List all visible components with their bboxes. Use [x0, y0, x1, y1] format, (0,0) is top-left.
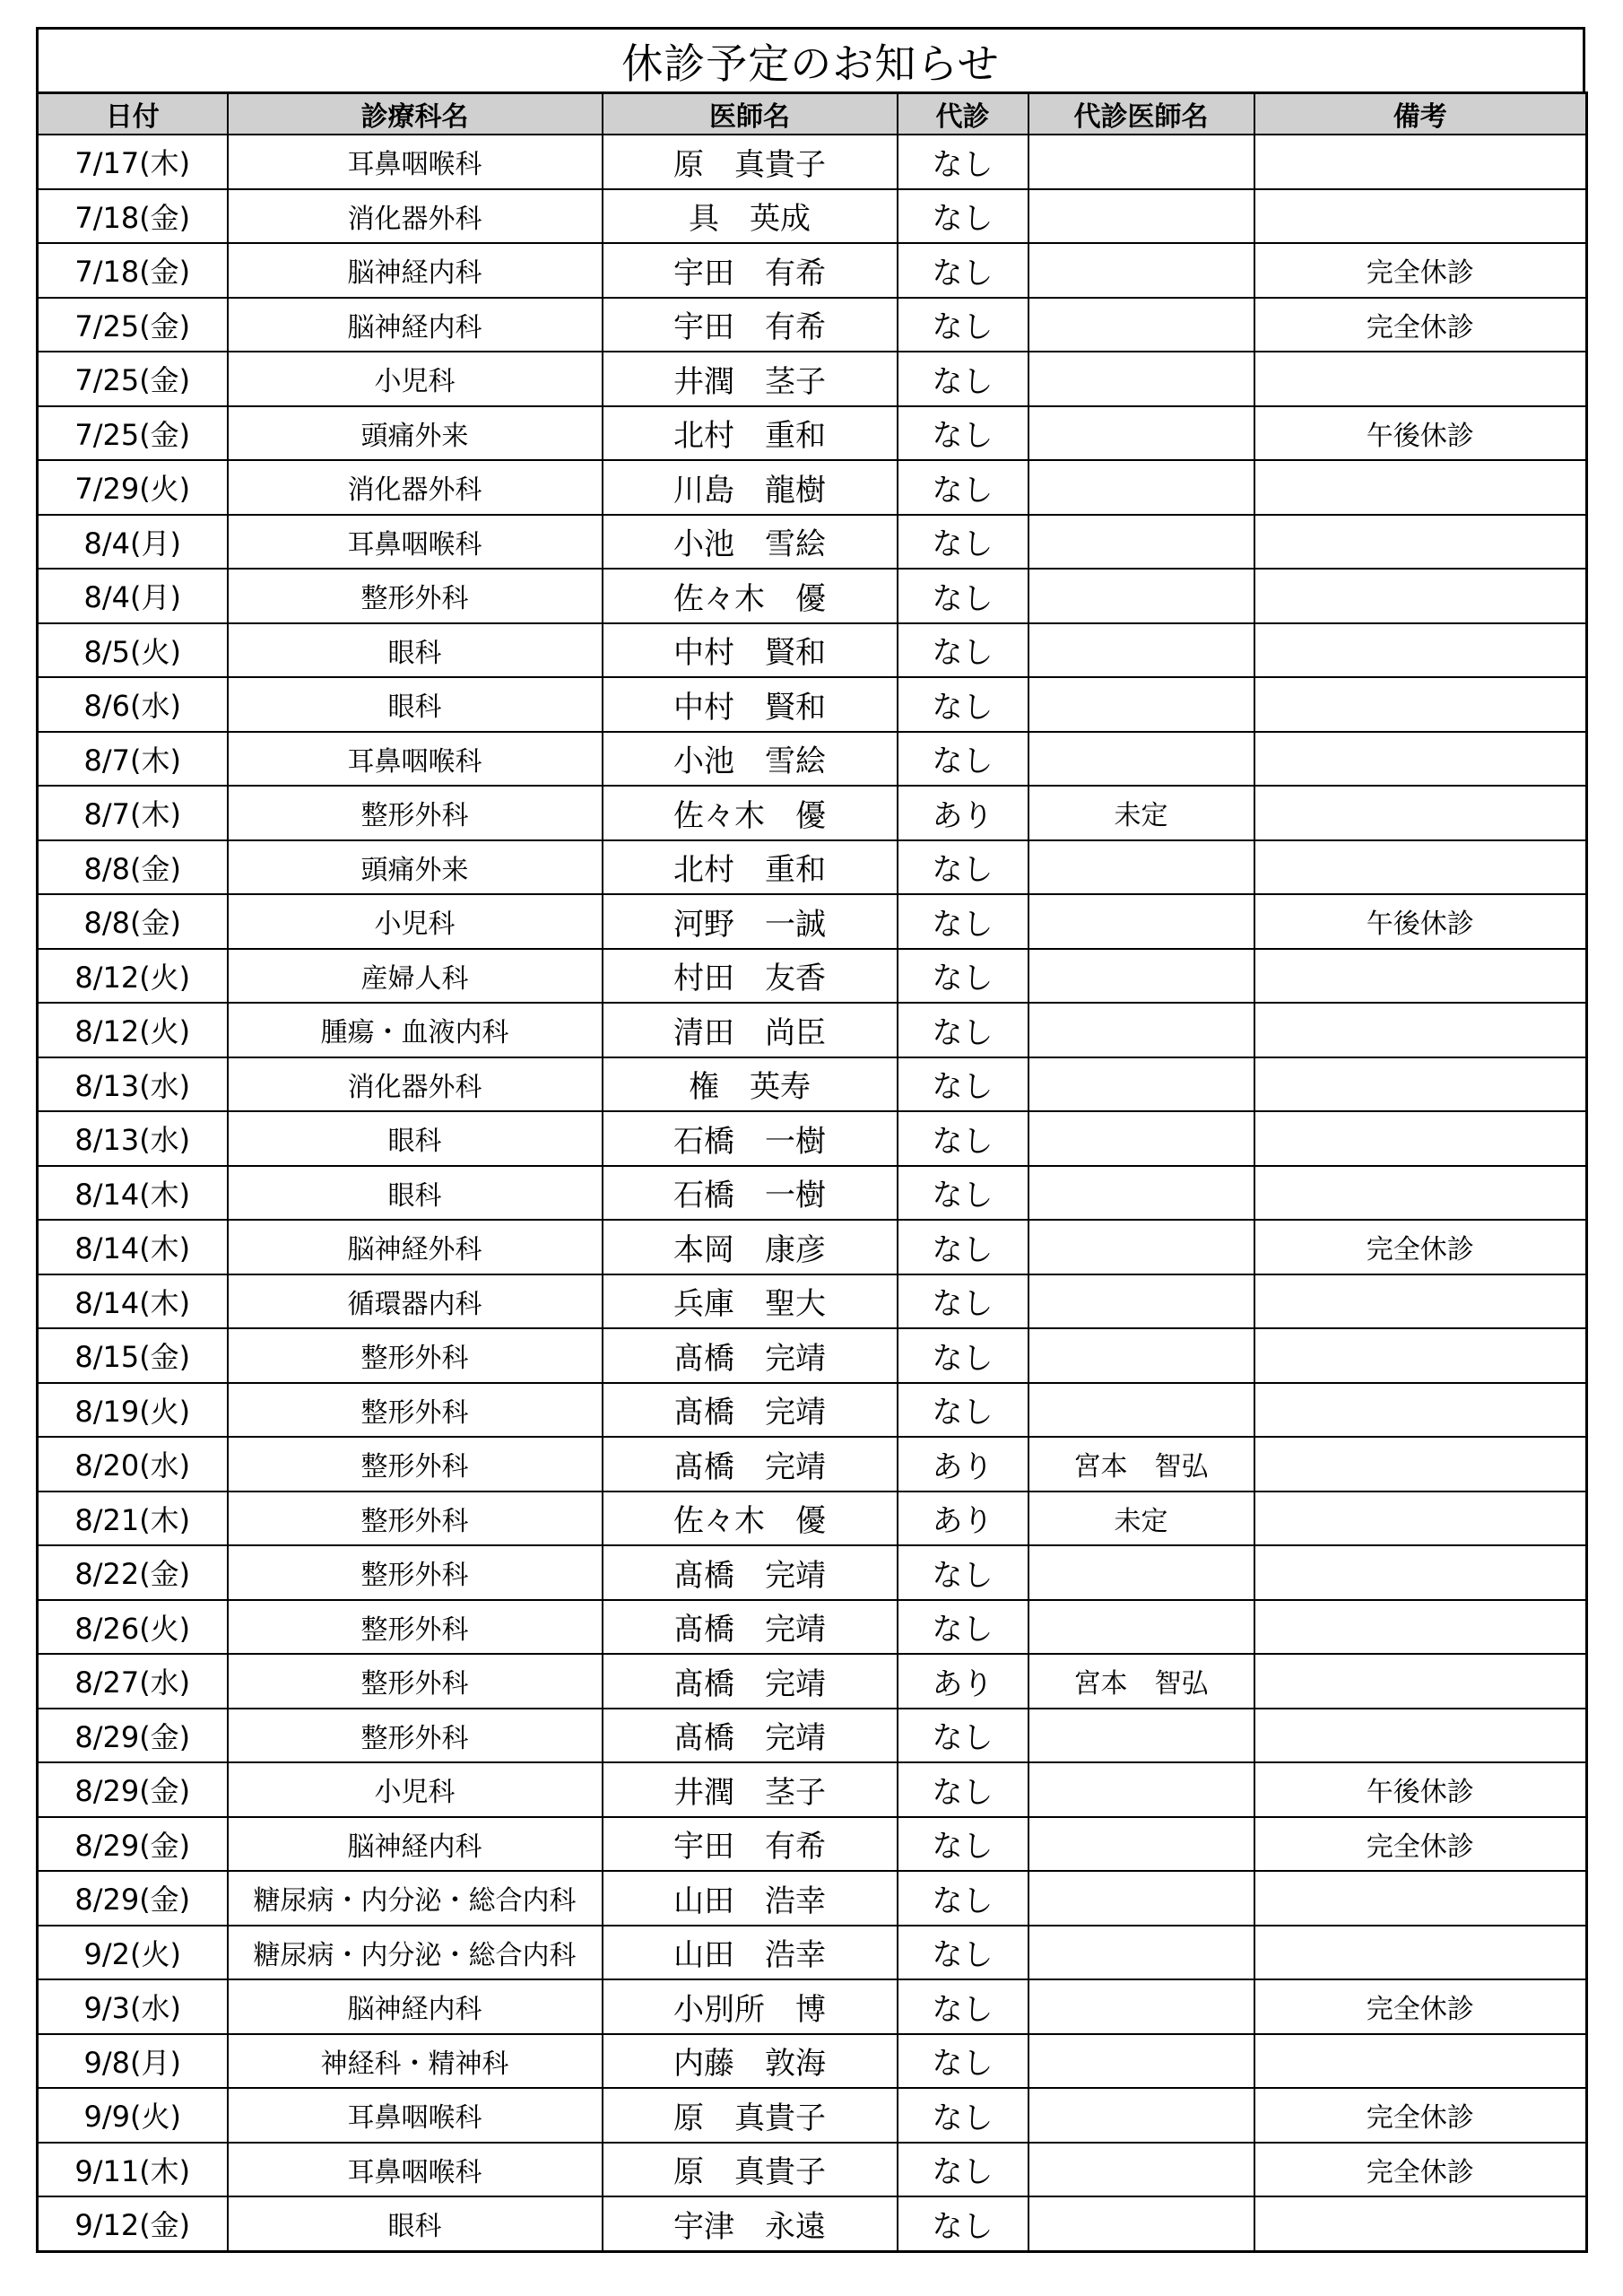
substitute-cell: なし: [898, 352, 1028, 406]
doctor-cell: 山田 浩幸: [603, 1926, 898, 1980]
table-row: [38, 1111, 1587, 1166]
substitute-doctor-cell: [1028, 894, 1254, 949]
substitute-cell: なし: [898, 243, 1028, 298]
remarks-cell: [1254, 623, 1587, 678]
table-row: [38, 243, 1587, 298]
substitute-doctor-cell: [1028, 1057, 1254, 1112]
doctor-cell: 井潤 茎子: [603, 1762, 898, 1817]
date-cell: 8/7(木): [38, 732, 228, 787]
doctor-cell: 宇田 有希: [603, 243, 898, 298]
department-cell: 脳神経内科: [228, 298, 603, 352]
remarks-cell: [1254, 786, 1587, 840]
date-cell: 8/29(金): [38, 1709, 228, 1763]
department-cell: 消化器外科: [228, 189, 603, 244]
table-row: [38, 1600, 1587, 1655]
doctor-cell: 髙橋 完靖: [603, 1654, 898, 1709]
table-row: [38, 623, 1587, 678]
date-cell: 9/11(木): [38, 2143, 228, 2197]
department-cell: 頭痛外来: [228, 406, 603, 461]
substitute-cell: なし: [898, 1600, 1028, 1655]
substitute-doctor-cell: [1028, 732, 1254, 787]
department-cell: 小児科: [228, 894, 603, 949]
substitute-cell: なし: [898, 135, 1028, 189]
substitute-doctor-cell: [1028, 840, 1254, 895]
remarks-cell: [1254, 1709, 1587, 1763]
date-cell: 8/20(水): [38, 1437, 228, 1492]
remarks-cell: [1254, 732, 1587, 787]
department-cell: 脳神経内科: [228, 243, 603, 298]
table-row: [38, 1328, 1587, 1383]
page-title: 休診予定のお知らせ: [36, 27, 1585, 91]
date-cell: 9/3(水): [38, 1979, 228, 2034]
date-cell: 8/12(火): [38, 949, 228, 1004]
date-cell: 9/2(火): [38, 1926, 228, 1980]
date-cell: 8/12(火): [38, 1003, 228, 1057]
header-substitute-doctor: 代診医師名: [1028, 93, 1254, 135]
doctor-cell: 河野 一誠: [603, 894, 898, 949]
remarks-cell: [1254, 1383, 1587, 1438]
substitute-cell: なし: [898, 1003, 1028, 1057]
table-row: [38, 894, 1587, 949]
substitute-doctor-cell: [1028, 135, 1254, 189]
substitute-doctor-cell: [1028, 1871, 1254, 1926]
substitute-doctor-cell: [1028, 1817, 1254, 1872]
remarks-cell: [1254, 840, 1587, 895]
department-cell: 糖尿病・内分泌・総合内科: [228, 1926, 603, 1980]
remarks-cell: [1254, 1654, 1587, 1709]
substitute-doctor-cell: [1028, 1762, 1254, 1817]
doctor-cell: 原 真貴子: [603, 2088, 898, 2143]
doctor-cell: 小池 雪絵: [603, 515, 898, 570]
doctor-cell: 佐々木 優: [603, 1492, 898, 1546]
substitute-cell: なし: [898, 1274, 1028, 1329]
substitute-cell: なし: [898, 1111, 1028, 1166]
remarks-cell: [1254, 1057, 1587, 1112]
table-row: [38, 1654, 1587, 1709]
substitute-cell: あり: [898, 1437, 1028, 1492]
remarks-cell: [1254, 1166, 1587, 1221]
substitute-cell: なし: [898, 2088, 1028, 2143]
doctor-cell: 原 真貴子: [603, 2143, 898, 2197]
date-cell: 8/8(金): [38, 840, 228, 895]
substitute-doctor-cell: [1028, 2143, 1254, 2197]
department-cell: 眼科: [228, 677, 603, 732]
substitute-cell: なし: [898, 1709, 1028, 1763]
substitute-cell: なし: [898, 949, 1028, 1004]
table-row: [38, 1003, 1587, 1057]
remarks-cell: [1254, 949, 1587, 1004]
date-cell: 7/25(金): [38, 406, 228, 461]
substitute-doctor-cell: [1028, 949, 1254, 1004]
date-cell: 8/15(金): [38, 1328, 228, 1383]
date-cell: 8/26(火): [38, 1600, 228, 1655]
doctor-cell: 村田 友香: [603, 949, 898, 1004]
substitute-cell: なし: [898, 1871, 1028, 1926]
table-row: [38, 189, 1587, 244]
doctor-cell: 髙橋 完靖: [603, 1709, 898, 1763]
substitute-doctor-cell: [1028, 352, 1254, 406]
substitute-doctor-cell: [1028, 1328, 1254, 1383]
remarks-cell: [1254, 1926, 1587, 1980]
doctor-cell: 井潤 茎子: [603, 352, 898, 406]
table-row: [38, 732, 1587, 787]
date-cell: 8/6(水): [38, 677, 228, 732]
department-cell: 頭痛外来: [228, 840, 603, 895]
substitute-doctor-cell: 宮本 智弘: [1028, 1437, 1254, 1492]
table-row: [38, 2196, 1587, 2251]
date-cell: 7/25(金): [38, 298, 228, 352]
department-cell: 耳鼻咽喉科: [228, 732, 603, 787]
doctor-cell: 川島 龍樹: [603, 460, 898, 515]
date-cell: 8/7(木): [38, 786, 228, 840]
department-cell: 循環器内科: [228, 1274, 603, 1329]
substitute-doctor-cell: [1028, 460, 1254, 515]
date-cell: 7/29(火): [38, 460, 228, 515]
date-cell: 8/4(月): [38, 569, 228, 623]
date-cell: 9/8(月): [38, 2034, 228, 2089]
department-cell: 整形外科: [228, 1654, 603, 1709]
remarks-cell: 午後休診: [1254, 1762, 1587, 1817]
substitute-doctor-cell: [1028, 1166, 1254, 1221]
doctor-cell: 髙橋 完靖: [603, 1437, 898, 1492]
remarks-cell: [1254, 1545, 1587, 1600]
department-cell: 眼科: [228, 2196, 603, 2251]
table-row: [38, 1220, 1587, 1274]
substitute-doctor-cell: [1028, 2088, 1254, 2143]
remarks-cell: 完全休診: [1254, 2143, 1587, 2197]
department-cell: 整形外科: [228, 1328, 603, 1383]
date-cell: 8/13(水): [38, 1111, 228, 1166]
substitute-doctor-cell: [1028, 569, 1254, 623]
remarks-cell: [1254, 2034, 1587, 2089]
doctor-cell: 北村 重和: [603, 406, 898, 461]
table-row: [38, 1274, 1587, 1329]
substitute-cell: なし: [898, 894, 1028, 949]
department-cell: 整形外科: [228, 569, 603, 623]
substitute-doctor-cell: [1028, 1274, 1254, 1329]
doctor-cell: 中村 賢和: [603, 623, 898, 678]
table-row: [38, 1166, 1587, 1221]
substitute-doctor-cell: [1028, 1600, 1254, 1655]
header-date: 日付: [38, 93, 228, 135]
department-cell: 脳神経内科: [228, 1979, 603, 2034]
closure-notice-sheet: [36, 27, 1585, 2253]
substitute-doctor-cell: [1028, 677, 1254, 732]
substitute-doctor-cell: [1028, 515, 1254, 570]
doctor-cell: 小池 雪絵: [603, 732, 898, 787]
substitute-cell: なし: [898, 1166, 1028, 1221]
department-cell: 整形外科: [228, 786, 603, 840]
doctor-cell: 髙橋 完靖: [603, 1545, 898, 1600]
substitute-cell: なし: [898, 1762, 1028, 1817]
date-cell: 8/29(金): [38, 1762, 228, 1817]
date-cell: 8/14(木): [38, 1220, 228, 1274]
doctor-cell: 小別所 博: [603, 1979, 898, 2034]
department-cell: 耳鼻咽喉科: [228, 2088, 603, 2143]
header-row: [38, 93, 1587, 135]
remarks-cell: [1254, 1437, 1587, 1492]
substitute-doctor-cell: [1028, 1111, 1254, 1166]
table-row: [38, 1437, 1587, 1492]
date-cell: 8/5(火): [38, 623, 228, 678]
table-row: [38, 1383, 1587, 1438]
substitute-cell: なし: [898, 732, 1028, 787]
doctor-cell: 髙橋 完靖: [603, 1328, 898, 1383]
substitute-doctor-cell: [1028, 1003, 1254, 1057]
header-remarks: 備考: [1254, 93, 1587, 135]
doctor-cell: 具 英成: [603, 189, 898, 244]
doctor-cell: 髙橋 完靖: [603, 1600, 898, 1655]
table-row: [38, 2143, 1587, 2197]
department-cell: 整形外科: [228, 1383, 603, 1438]
remarks-cell: [1254, 1871, 1587, 1926]
substitute-doctor-cell: 未定: [1028, 1492, 1254, 1546]
doctor-cell: 石橋 一樹: [603, 1166, 898, 1221]
substitute-cell: なし: [898, 1817, 1028, 1872]
remarks-cell: [1254, 677, 1587, 732]
department-cell: 整形外科: [228, 1545, 603, 1600]
table-row: [38, 2088, 1587, 2143]
substitute-cell: なし: [898, 623, 1028, 678]
date-cell: 8/27(水): [38, 1654, 228, 1709]
substitute-cell: なし: [898, 1220, 1028, 1274]
date-cell: 8/29(金): [38, 1817, 228, 1872]
department-cell: 眼科: [228, 1166, 603, 1221]
department-cell: 耳鼻咽喉科: [228, 2143, 603, 2197]
remarks-cell: [1254, 569, 1587, 623]
department-cell: 耳鼻咽喉科: [228, 515, 603, 570]
substitute-doctor-cell: [1028, 2196, 1254, 2251]
remarks-cell: [1254, 1600, 1587, 1655]
date-cell: 7/25(金): [38, 352, 228, 406]
remarks-cell: [1254, 2196, 1587, 2251]
doctor-cell: 本岡 康彦: [603, 1220, 898, 1274]
substitute-doctor-cell: [1028, 1383, 1254, 1438]
substitute-doctor-cell: [1028, 1545, 1254, 1600]
header-substitute: 代診: [898, 93, 1028, 135]
substitute-doctor-cell: [1028, 189, 1254, 244]
department-cell: 眼科: [228, 1111, 603, 1166]
table-row: [38, 460, 1587, 515]
table-row: [38, 515, 1587, 570]
substitute-doctor-cell: [1028, 243, 1254, 298]
department-cell: 糖尿病・内分泌・総合内科: [228, 1871, 603, 1926]
table-row: [38, 1762, 1587, 1817]
substitute-cell: なし: [898, 2143, 1028, 2197]
remarks-cell: [1254, 1274, 1587, 1329]
date-cell: 7/18(金): [38, 189, 228, 244]
date-cell: 7/18(金): [38, 243, 228, 298]
department-cell: 眼科: [228, 623, 603, 678]
date-cell: 9/9(火): [38, 2088, 228, 2143]
substitute-cell: なし: [898, 569, 1028, 623]
department-cell: 脳神経内科: [228, 1817, 603, 1872]
substitute-doctor-cell: [1028, 298, 1254, 352]
doctor-cell: 山田 浩幸: [603, 1871, 898, 1926]
doctor-cell: 北村 重和: [603, 840, 898, 895]
remarks-cell: 完全休診: [1254, 2088, 1587, 2143]
department-cell: 脳神経外科: [228, 1220, 603, 1274]
substitute-cell: なし: [898, 515, 1028, 570]
remarks-cell: 午後休診: [1254, 406, 1587, 461]
department-cell: 消化器外科: [228, 460, 603, 515]
date-cell: 8/19(火): [38, 1383, 228, 1438]
remarks-cell: 完全休診: [1254, 1979, 1587, 2034]
doctor-cell: 清田 尚臣: [603, 1003, 898, 1057]
substitute-cell: なし: [898, 840, 1028, 895]
remarks-cell: 完全休診: [1254, 298, 1587, 352]
substitute-doctor-cell: 未定: [1028, 786, 1254, 840]
remarks-cell: 午後休診: [1254, 894, 1587, 949]
remarks-cell: [1254, 1492, 1587, 1546]
remarks-cell: [1254, 515, 1587, 570]
date-cell: 8/14(木): [38, 1274, 228, 1329]
substitute-cell: あり: [898, 1654, 1028, 1709]
remarks-cell: [1254, 135, 1587, 189]
date-cell: 9/12(金): [38, 2196, 228, 2251]
substitute-cell: なし: [898, 406, 1028, 461]
date-cell: 8/29(金): [38, 1871, 228, 1926]
department-cell: 神経科・精神科: [228, 2034, 603, 2089]
table-row: [38, 1871, 1587, 1926]
substitute-doctor-cell: [1028, 1220, 1254, 1274]
closure-table: [36, 91, 1588, 2253]
date-cell: 8/8(金): [38, 894, 228, 949]
substitute-cell: なし: [898, 1328, 1028, 1383]
table-row: [38, 298, 1587, 352]
substitute-doctor-cell: [1028, 1926, 1254, 1980]
table-row: [38, 135, 1587, 189]
doctor-cell: 中村 賢和: [603, 677, 898, 732]
substitute-cell: なし: [898, 460, 1028, 515]
department-cell: 耳鼻咽喉科: [228, 135, 603, 189]
department-cell: 整形外科: [228, 1492, 603, 1546]
substitute-cell: なし: [898, 189, 1028, 244]
department-cell: 消化器外科: [228, 1057, 603, 1112]
table-row: [38, 1545, 1587, 1600]
table-row: [38, 840, 1587, 895]
department-cell: 産婦人科: [228, 949, 603, 1004]
remarks-cell: [1254, 1328, 1587, 1383]
doctor-cell: 石橋 一樹: [603, 1111, 898, 1166]
doctor-cell: 宇田 有希: [603, 1817, 898, 1872]
doctor-cell: 権 英寿: [603, 1057, 898, 1112]
department-cell: 整形外科: [228, 1709, 603, 1763]
substitute-cell: なし: [898, 2034, 1028, 2089]
table-row: [38, 949, 1587, 1004]
remarks-cell: 完全休診: [1254, 1817, 1587, 1872]
substitute-cell: なし: [898, 298, 1028, 352]
substitute-doctor-cell: [1028, 1979, 1254, 2034]
remarks-cell: [1254, 189, 1587, 244]
substitute-cell: あり: [898, 786, 1028, 840]
remarks-cell: [1254, 1003, 1587, 1057]
doctor-cell: 宇田 有希: [603, 298, 898, 352]
department-cell: 整形外科: [228, 1437, 603, 1492]
substitute-cell: あり: [898, 1492, 1028, 1546]
department-cell: 小児科: [228, 1762, 603, 1817]
date-cell: 8/21(木): [38, 1492, 228, 1546]
doctor-cell: 内藤 敦海: [603, 2034, 898, 2089]
date-cell: 8/14(木): [38, 1166, 228, 1221]
remarks-cell: [1254, 352, 1587, 406]
remarks-cell: 完全休診: [1254, 243, 1587, 298]
table-row: [38, 352, 1587, 406]
header-department: 診療科名: [228, 93, 603, 135]
substitute-cell: なし: [898, 1383, 1028, 1438]
table-row: [38, 2034, 1587, 2089]
doctor-cell: 宇津 永遠: [603, 2196, 898, 2251]
substitute-cell: なし: [898, 1057, 1028, 1112]
table-row: [38, 1709, 1587, 1763]
remarks-cell: [1254, 460, 1587, 515]
table-row: [38, 1926, 1587, 1980]
substitute-cell: なし: [898, 1926, 1028, 1980]
table-row: [38, 1492, 1587, 1546]
department-cell: 腫瘍・血液内科: [228, 1003, 603, 1057]
substitute-doctor-cell: 宮本 智弘: [1028, 1654, 1254, 1709]
remarks-cell: 完全休診: [1254, 1220, 1587, 1274]
date-cell: 7/17(木): [38, 135, 228, 189]
substitute-cell: なし: [898, 2196, 1028, 2251]
substitute-doctor-cell: [1028, 2034, 1254, 2089]
table-row: [38, 569, 1587, 623]
doctor-cell: 佐々木 優: [603, 786, 898, 840]
table-row: [38, 677, 1587, 732]
substitute-doctor-cell: [1028, 623, 1254, 678]
doctor-cell: 髙橋 完靖: [603, 1383, 898, 1438]
substitute-cell: なし: [898, 1545, 1028, 1600]
substitute-cell: なし: [898, 1979, 1028, 2034]
substitute-cell: なし: [898, 677, 1028, 732]
table-row: [38, 1057, 1587, 1112]
header-doctor: 医師名: [603, 93, 898, 135]
remarks-cell: [1254, 1111, 1587, 1166]
table-row: [38, 1817, 1587, 1872]
doctor-cell: 佐々木 優: [603, 569, 898, 623]
substitute-doctor-cell: [1028, 406, 1254, 461]
date-cell: 8/4(月): [38, 515, 228, 570]
doctor-cell: 原 真貴子: [603, 135, 898, 189]
table-row: [38, 786, 1587, 840]
table-row: [38, 1979, 1587, 2034]
date-cell: 8/13(水): [38, 1057, 228, 1112]
doctor-cell: 兵庫 聖大: [603, 1274, 898, 1329]
department-cell: 小児科: [228, 352, 603, 406]
substitute-doctor-cell: [1028, 1709, 1254, 1763]
table-row: [38, 406, 1587, 461]
department-cell: 整形外科: [228, 1600, 603, 1655]
date-cell: 8/22(金): [38, 1545, 228, 1600]
